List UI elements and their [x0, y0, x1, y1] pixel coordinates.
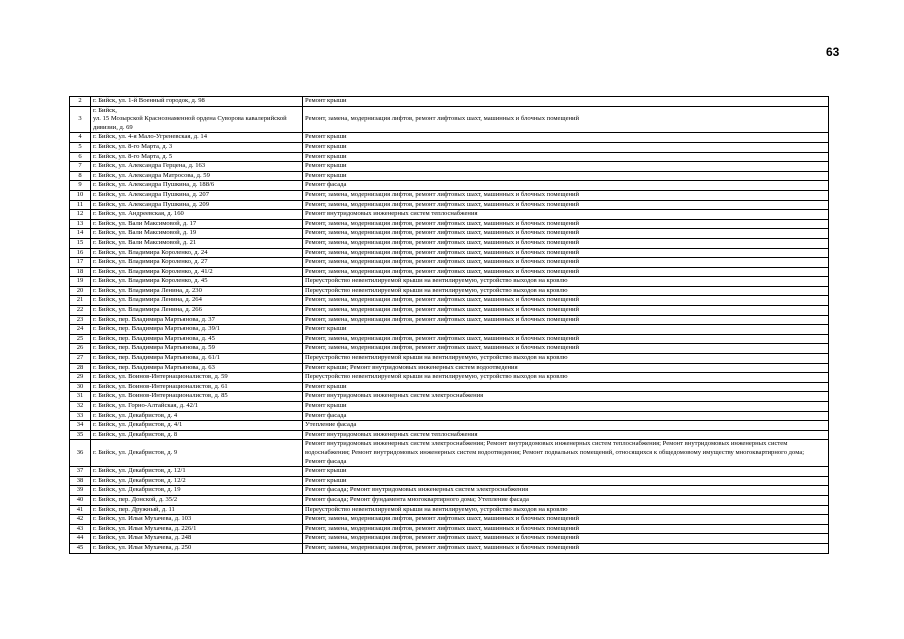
row-address: г. Бийск, ул. Ильи Мухачева, д. 226/1	[91, 524, 303, 534]
table-row	[70, 133, 829, 143]
row-number: 32	[70, 402, 91, 412]
table-row	[70, 495, 829, 505]
row-number: 11	[70, 200, 91, 210]
table-row	[70, 267, 829, 277]
row-work-type: Переустройство невентилируемой крыши на вентилируемую, устройство выходов на кровлю	[303, 505, 829, 515]
row-work-type: Ремонт, замена, модернизация лифтов, ремонт лифтовых шахт, машинных и блочных помещений	[303, 238, 829, 248]
row-address: г. Бийск, пер. Владимира Мартьянова, д. 39/1	[91, 325, 303, 335]
row-work-type: Переустройство невентилируемой крыши на вентилируемую, устройство выходов на кровлю	[303, 373, 829, 383]
row-work-type: Ремонт, замена, модернизация лифтов, ремонт лифтовых шахт, машинных и блочных помещений	[303, 524, 829, 534]
row-number: 29	[70, 373, 91, 383]
row-number: 38	[70, 476, 91, 486]
row-number: 41	[70, 505, 91, 515]
row-address: г. Бийск, ул. Декабристов, д. 4/1	[91, 421, 303, 431]
table-row	[70, 363, 829, 373]
row-address: г. Бийск, ул. Владимира Короленко, д. 41/2	[91, 267, 303, 277]
row-work-type: Ремонт крыши	[303, 476, 829, 486]
table-row	[70, 411, 829, 421]
table-row	[70, 515, 829, 525]
row-number: 15	[70, 238, 91, 248]
repair-table	[69, 96, 829, 554]
row-number: 6	[70, 152, 91, 162]
row-number: 22	[70, 306, 91, 316]
row-work-type: Ремонт, замена, модернизация лифтов, ремонт лифтовых шахт, машинных и блочных помещений	[303, 106, 829, 133]
table-row	[70, 152, 829, 162]
row-number: 12	[70, 210, 91, 220]
table-row	[70, 190, 829, 200]
table-row	[70, 106, 829, 133]
row-number: 21	[70, 296, 91, 306]
row-work-type: Ремонт, замена, модернизация лифтов, ремонт лифтовых шахт, машинных и блочных помещений	[303, 534, 829, 544]
row-address: г. Бийск, ул. Андреевская, д. 160	[91, 210, 303, 220]
table-row	[70, 382, 829, 392]
row-number: 44	[70, 534, 91, 544]
row-work-type: Ремонт, замена, модернизация лифтов, ремонт лифтовых шахт, машинных и блочных помещений	[303, 306, 829, 316]
row-number: 31	[70, 392, 91, 402]
row-address: г. Бийск, ул. Владимира Ленина, д. 266	[91, 306, 303, 316]
row-work-type: Ремонт, замена, модернизация лифтов, ремонт лифтовых шахт, машинных и блочных помещений	[303, 219, 829, 229]
row-address: г. Бийск, ул. Горно-Алтайская, д. 42/1	[91, 402, 303, 412]
row-work-type: Ремонт, замена, модернизация лифтов, ремонт лифтовых шахт, машинных и блочных помещений	[303, 543, 829, 553]
row-number: 4	[70, 133, 91, 143]
row-work-type: Переустройство невентилируемой крыши на вентилируемую, устройство выходов на кровлю	[303, 286, 829, 296]
row-address: г. Бийск, ул. Владимира Ленина, д. 230	[91, 286, 303, 296]
row-address: г. Бийск, ул. Декабристов, д. 4	[91, 411, 303, 421]
row-address: г. Бийск, пер. Владимира Мартьянова, д. 61/1	[91, 354, 303, 364]
row-address: г. Бийск, ул. Декабристов, д. 12/2	[91, 476, 303, 486]
row-work-type: Ремонт, замена, модернизация лифтов, ремонт лифтовых шахт, машинных и блочных помещений	[303, 344, 829, 354]
row-work-type: Ремонт фасада	[303, 181, 829, 191]
table-row	[70, 229, 829, 239]
row-work-type: Ремонт крыши	[303, 142, 829, 152]
row-work-type: Ремонт, замена, модернизация лифтов, ремонт лифтовых шахт, машинных и блочных помещений	[303, 229, 829, 239]
table-row	[70, 334, 829, 344]
row-work-type: Ремонт крыши	[303, 325, 829, 335]
row-address: г. Бийск, ул. Ильи Мухачева, д. 103	[91, 515, 303, 525]
table-row	[70, 277, 829, 287]
table-row	[70, 402, 829, 412]
row-work-type: Переустройство невентилируемой крыши на вентилируемую, устройство выходов на кровлю	[303, 277, 829, 287]
row-address: г. Бийск, ул. Воинов-Интернационалистов, д. 59	[91, 373, 303, 383]
row-address: г. Бийск, ул. Вали Максимовой, д. 21	[91, 238, 303, 248]
table-row	[70, 524, 829, 534]
row-number: 23	[70, 315, 91, 325]
row-work-type: Ремонт крыши	[303, 133, 829, 143]
row-work-type: Ремонт, замена, модернизация лифтов, ремонт лифтовых шахт, машинных и блочных помещений	[303, 296, 829, 306]
table-body	[70, 97, 829, 554]
row-work-type: Ремонт крыши	[303, 162, 829, 172]
row-address: г. Бийск, пер. Владимира Мартьянова, д. 45	[91, 334, 303, 344]
row-work-type: Ремонт крыши	[303, 152, 829, 162]
row-address: г. Бийск, пер. Донской, д. 35/2	[91, 495, 303, 505]
row-number: 42	[70, 515, 91, 525]
table-row	[70, 200, 829, 210]
row-address: г. Бийск, ул. Александра Пушкина, д. 209	[91, 200, 303, 210]
row-number: 37	[70, 467, 91, 477]
row-address: г. Бийск, пер. Владимира Мартьянова, д. 59	[91, 344, 303, 354]
row-number: 26	[70, 344, 91, 354]
table-row	[70, 534, 829, 544]
row-number: 28	[70, 363, 91, 373]
table-row	[70, 430, 829, 440]
row-number: 43	[70, 524, 91, 534]
row-number: 40	[70, 495, 91, 505]
row-number: 24	[70, 325, 91, 335]
row-number: 25	[70, 334, 91, 344]
row-address: г. Бийск, ул. Вали Максимовой, д. 17	[91, 219, 303, 229]
table-row	[70, 306, 829, 316]
row-address: г. Бийск, ул. 1-й Военный городок, д. 98	[91, 97, 303, 107]
row-address: г. Бийск, ул. Александра Пушкина, д. 207	[91, 190, 303, 200]
row-work-type: Ремонт фасада; Ремонт внутридомовых инженерных систем электроснабжения	[303, 486, 829, 496]
row-address: г. Бийск, пер. Владимира Мартьянова, д. 37	[91, 315, 303, 325]
row-address: г. Бийск, ул. Владимира Короленко, д. 27	[91, 258, 303, 268]
row-work-type: Ремонт, замена, модернизация лифтов, ремонт лифтовых шахт, машинных и блочных помещений	[303, 190, 829, 200]
row-work-type: Ремонт крыши; Ремонт внутридомовых инженерных систем водоотведения	[303, 363, 829, 373]
row-address: г. Бийск, ул. Декабристов, д. 8	[91, 430, 303, 440]
table-row	[70, 248, 829, 258]
row-work-type: Ремонт, замена, модернизация лифтов, ремонт лифтовых шахт, машинных и блочных помещений	[303, 267, 829, 277]
row-number: 35	[70, 430, 91, 440]
row-work-type: Ремонт, замена, модернизация лифтов, ремонт лифтовых шахт, машинных и блочных помещений	[303, 200, 829, 210]
row-number: 13	[70, 219, 91, 229]
row-work-type: Ремонт фасада	[303, 411, 829, 421]
row-number: 30	[70, 382, 91, 392]
table-row	[70, 373, 829, 383]
row-address: г. Бийск, ул. Воинов-Интернационалистов, д. 85	[91, 392, 303, 402]
table-row	[70, 142, 829, 152]
row-address: г. Бийск, ул. Ильи Мухачева, д. 250	[91, 543, 303, 553]
table-row	[70, 344, 829, 354]
row-work-type: Ремонт, замена, модернизация лифтов, ремонт лифтовых шахт, машинных и блочных помещений	[303, 248, 829, 258]
row-number: 3	[70, 106, 91, 133]
table-row	[70, 210, 829, 220]
table-row	[70, 325, 829, 335]
row-address: г. Бийск, ул. Александра Матросова, д. 59	[91, 171, 303, 181]
table-row	[70, 286, 829, 296]
row-address: г. Бийск, ул. Вали Максимовой, д. 19	[91, 229, 303, 239]
table-row	[70, 162, 829, 172]
row-work-type: Ремонт, замена, модернизация лифтов, ремонт лифтовых шахт, машинных и блочных помещений	[303, 334, 829, 344]
row-work-type: Ремонт, замена, модернизация лифтов, ремонт лифтовых шахт, машинных и блочных помещений	[303, 515, 829, 525]
row-work-type: Ремонт внутридомовых инженерных систем электроснабжения; Ремонт внутридомовых инженерных систем теплоснабжения; Ремонт внутридомовых инженерных систем водоснабжения; Ремонт внутридомовых инженерных систем водоотведения; Ремонт подвальных помещений, относящихся к общедомовому имуществу многоквартирного дома; Ремонт фасада	[303, 440, 829, 467]
row-number: 2	[70, 97, 91, 107]
row-number: 9	[70, 181, 91, 191]
table-row	[70, 467, 829, 477]
row-address: г. Бийск, пер. Дружный, д. 11	[91, 505, 303, 515]
row-number: 36	[70, 440, 91, 467]
table-row	[70, 296, 829, 306]
row-work-type: Ремонт внутридомовых инженерных систем теплоснабжения	[303, 430, 829, 440]
table-row	[70, 392, 829, 402]
row-work-type: Ремонт внутридомовых инженерных систем электроснабжения	[303, 392, 829, 402]
table-row	[70, 315, 829, 325]
row-work-type: Ремонт крыши	[303, 97, 829, 107]
row-number: 18	[70, 267, 91, 277]
table-row	[70, 421, 829, 431]
row-number: 7	[70, 162, 91, 172]
row-work-type: Ремонт, замена, модернизация лифтов, ремонт лифтовых шахт, машинных и блочных помещений	[303, 315, 829, 325]
row-work-type: Ремонт крыши	[303, 382, 829, 392]
row-number: 45	[70, 543, 91, 553]
row-address: г. Бийск, ул. Александра Пушкина, д. 188/6	[91, 181, 303, 191]
row-number: 33	[70, 411, 91, 421]
row-address: г. Бийск, ул. Владимира Ленина, д. 264	[91, 296, 303, 306]
row-address: г. Бийск, ул. 15 Мозырской Краснознаменной ордена Суворова кавалерийской дивизии, д. 69	[91, 106, 303, 133]
page-number: 63	[826, 45, 840, 59]
row-work-type: Утепление фасада	[303, 421, 829, 431]
row-address: г. Бийск, ул. Владимира Короленко, д. 24	[91, 248, 303, 258]
row-number: 14	[70, 229, 91, 239]
table-row	[70, 181, 829, 191]
table-row	[70, 543, 829, 553]
row-address: г. Бийск, ул. Декабристов, д. 9	[91, 440, 303, 467]
table-row	[70, 97, 829, 107]
row-number: 10	[70, 190, 91, 200]
row-number: 5	[70, 142, 91, 152]
row-work-type: Ремонт внутридомовых инженерных систем теплоснабжения	[303, 210, 829, 220]
table-row	[70, 171, 829, 181]
table-row	[70, 354, 829, 364]
row-address: г. Бийск, ул. Ильи Мухачева, д. 248	[91, 534, 303, 544]
row-work-type: Ремонт крыши	[303, 467, 829, 477]
row-address: г. Бийск, пер. Владимира Мартьянова, д. 63	[91, 363, 303, 373]
row-address: г. Бийск, ул. Воинов-Интернационалистов, д. 61	[91, 382, 303, 392]
row-number: 16	[70, 248, 91, 258]
table-row	[70, 505, 829, 515]
row-number: 19	[70, 277, 91, 287]
row-number: 17	[70, 258, 91, 268]
row-address: г. Бийск, ул. Александра Герцена, д. 163	[91, 162, 303, 172]
row-number: 20	[70, 286, 91, 296]
row-number: 34	[70, 421, 91, 431]
table-row	[70, 258, 829, 268]
row-address: г. Бийск, ул. Декабристов, д. 12/1	[91, 467, 303, 477]
row-address: г. Бийск, ул. 4-я Мало-Угреневская, д. 14	[91, 133, 303, 143]
row-address: г. Бийск, ул. Владимира Короленко, д. 45	[91, 277, 303, 287]
table-row	[70, 440, 829, 467]
table-row	[70, 219, 829, 229]
row-work-type: Переустройство невентилируемой крыши на вентилируемую, устройство выходов на кровлю	[303, 354, 829, 364]
row-number: 27	[70, 354, 91, 364]
row-number: 39	[70, 486, 91, 496]
row-address: г. Бийск, ул. Декабристов, д. 19	[91, 486, 303, 496]
row-work-type: Ремонт фасада; Ремонт фундамента многоквартирного дома; Утепление фасада	[303, 495, 829, 505]
row-work-type: Ремонт крыши	[303, 171, 829, 181]
table-row	[70, 238, 829, 248]
row-address: г. Бийск, ул. 8-го Марта, д. 3	[91, 142, 303, 152]
row-work-type: Ремонт крыши	[303, 402, 829, 412]
row-work-type: Ремонт, замена, модернизация лифтов, ремонт лифтовых шахт, машинных и блочных помещений	[303, 258, 829, 268]
table-row	[70, 486, 829, 496]
table-row	[70, 476, 829, 486]
row-number: 8	[70, 171, 91, 181]
row-address: г. Бийск, ул. 8-го Марта, д. 5	[91, 152, 303, 162]
